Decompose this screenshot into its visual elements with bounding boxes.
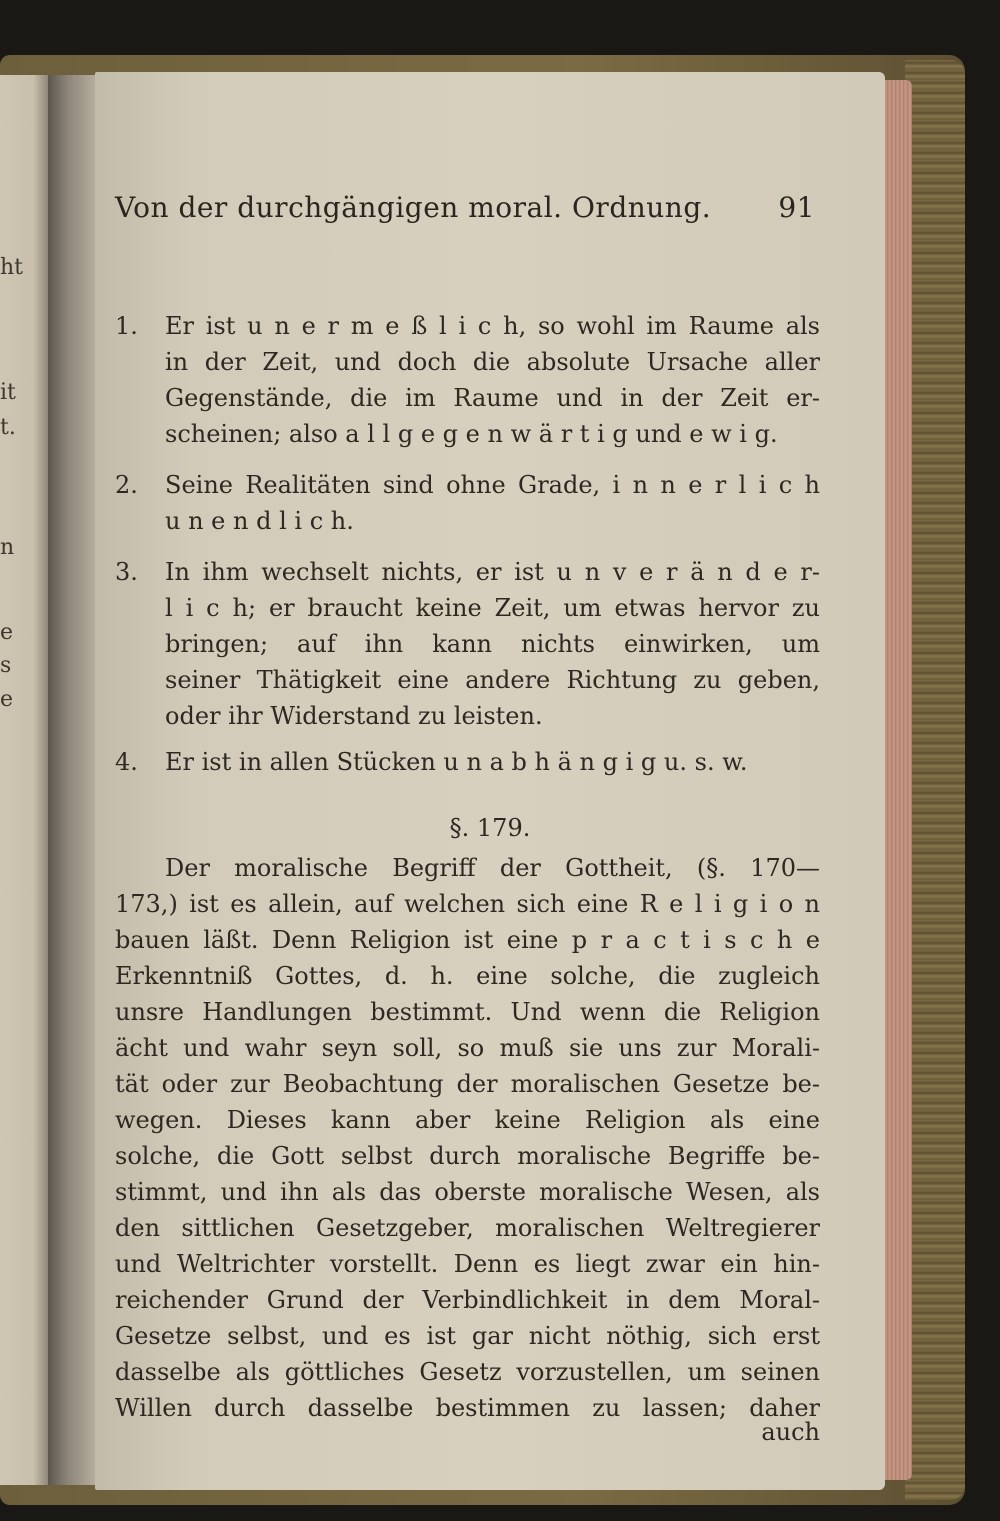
paragraph-line: stimmt, und ihn als das oberste moralische Wesen, als xyxy=(115,1178,820,1206)
list-item-line: 2. Seine Realitäten sind ohne Grade, i n n e r l i c h xyxy=(115,467,820,503)
paragraph-line: reichender Grund der Verbindlichkeit in dem Moral- xyxy=(115,1286,820,1314)
left-fragment: t. xyxy=(0,415,16,440)
paragraph-line: unsre Handlungen bestimmt. Und wenn die Religion xyxy=(115,998,820,1026)
paragraph-line: Der moralische Begriff der Gottheit, (§. 170— xyxy=(165,854,820,882)
list-item-line: 1. Er ist u n e r m e ß l i c h, so wohl im Raume als xyxy=(115,308,820,344)
list-item-line: seiner Thätigkeit eine andere Richtung zu geben, xyxy=(165,666,820,694)
book-gutter xyxy=(48,75,98,1485)
catchword: auch xyxy=(761,1418,820,1446)
left-fragment: ht xyxy=(0,255,24,280)
list-item-line: oder ihr Widerstand zu leisten. xyxy=(165,702,543,730)
left-page xyxy=(0,75,48,1485)
left-fragment: s xyxy=(0,653,12,678)
book-spine-edge xyxy=(905,60,965,1500)
paragraph-line: 173,) ist es allein, auf welchen sich eine R e l i g i o n xyxy=(115,890,820,918)
list-item-line: bringen; auf ihn kann nichts einwirken, um xyxy=(165,630,820,658)
list-item-number: 2. xyxy=(115,471,138,499)
paragraph-line: bauen läßt. Denn Religion ist eine p r a c t i s c h e xyxy=(115,926,820,954)
paragraph-line: Erkenntniß Gottes, d. h. eine solche, die zugleich xyxy=(115,962,820,990)
list-item-number: 3. xyxy=(115,558,138,586)
list-item-line: scheinen; also a l l g e g e n w ä r t i g und e w i g. xyxy=(165,420,778,448)
left-fragment: e xyxy=(0,620,14,645)
paragraph-line: Willen durch dasselbe bestimmen zu lassen; daher xyxy=(115,1394,820,1422)
paragraph-line: den sittlichen Gesetzgeber, moralischen Weltregierer xyxy=(115,1214,820,1242)
list-item-line: u n e n d l i c h. xyxy=(165,507,354,535)
paragraph-line: dasselbe als göttliches Gesetz vorzustellen, um seinen xyxy=(115,1358,820,1386)
list-item-number: 1. xyxy=(115,312,138,340)
list-item-number: 4. xyxy=(115,748,138,776)
list-item-line: 4. Er ist in allen Stücken u n a b h ä n g i g u. s. w. xyxy=(115,744,820,780)
left-page-text xyxy=(0,75,46,1485)
paragraph-line: wegen. Dieses kann aber keine Religion als eine xyxy=(115,1106,820,1134)
page-number: 91 xyxy=(778,190,815,224)
paragraph-line: Gesetze selbst, und es ist gar nicht nöthig, sich erst xyxy=(115,1322,820,1350)
list-item-line: l i c h; er braucht keine Zeit, um etwas hervor zu xyxy=(165,594,820,622)
running-head xyxy=(115,177,815,237)
list-item-line: in der Zeit, und doch die absolute Ursache aller xyxy=(165,348,820,376)
paragraph-line: und Weltrichter vorstellt. Denn es liegt zwar ein hin- xyxy=(115,1250,820,1278)
paragraph-line: tät oder zur Beobachtung der moralischen Gesetze be- xyxy=(115,1070,820,1098)
list-item-line: 3. In ihm wechselt nichts, er ist u n v e r ä n d e r- xyxy=(115,554,820,590)
paragraph-line: ächt und wahr seyn soll, so muß sie uns zur Morali- xyxy=(115,1034,820,1062)
right-page xyxy=(95,72,885,1490)
left-fragment: e xyxy=(0,687,14,712)
left-fragment: it xyxy=(0,380,16,405)
page-title: Von der durchgängigen moral. Ordnung. xyxy=(115,190,712,224)
left-fragment: n xyxy=(0,535,15,560)
paragraph-line: solche, die Gott selbst durch moralische Begriffe be- xyxy=(115,1142,820,1170)
section-heading: §. 179. xyxy=(449,814,531,842)
list-item-line: Gegenstände, die im Raume und in der Zeit er- xyxy=(165,384,820,412)
